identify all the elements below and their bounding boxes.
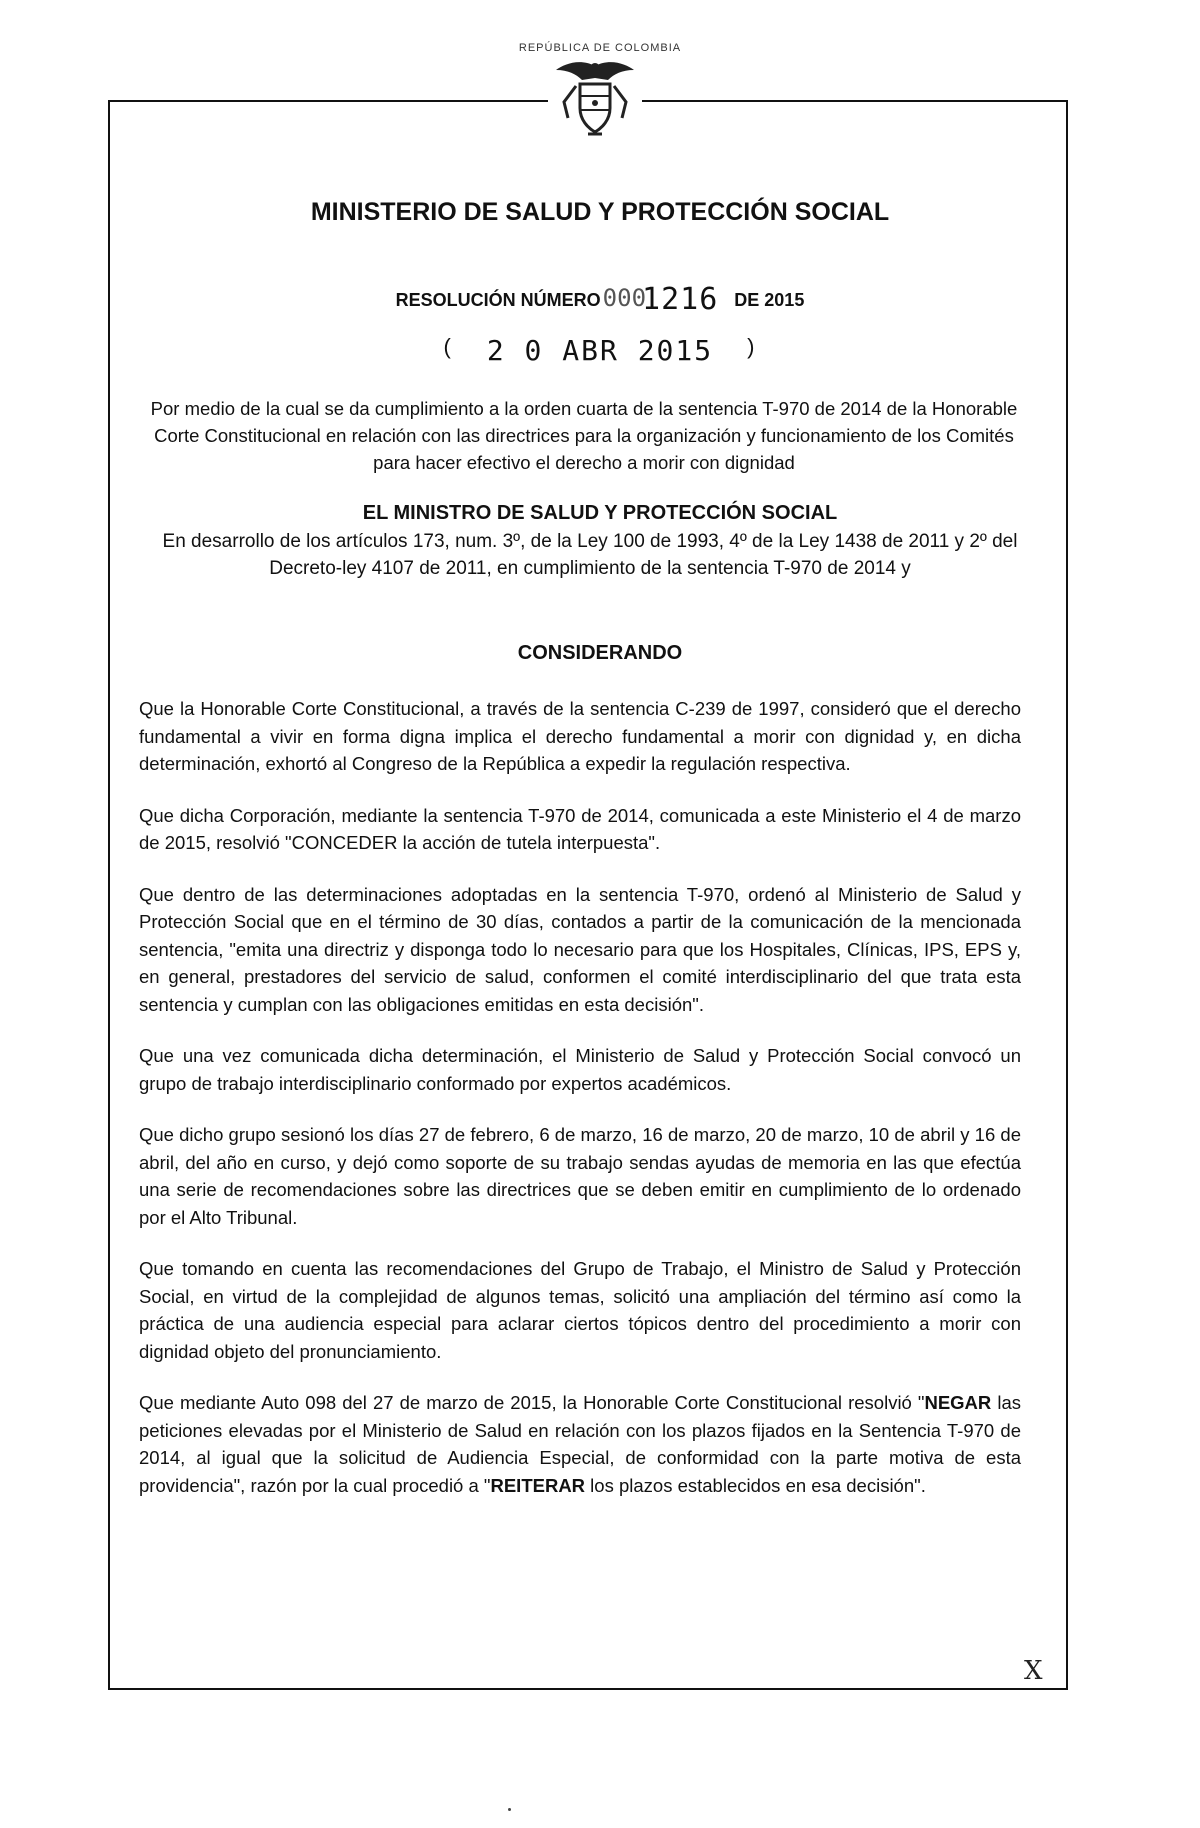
considerations-body [139, 695, 1021, 1523]
frame-top-left-rule [108, 100, 548, 102]
resolution-year: DE 2015 [734, 290, 805, 310]
scan-dot [508, 1808, 511, 1811]
paragraph-7-bold-negar: NEGAR [924, 1392, 992, 1413]
page-continuation-mark: X [1024, 1656, 1043, 1686]
minister-heading: EL MINISTRO DE SALUD Y PROTECCIÓN SOCIAL [362, 502, 838, 524]
paragraph-7-part-a: Que mediante Auto 098 del 27 de marzo de 2015, la Honorable Corte Constitucional resolvió " [139, 1392, 925, 1413]
paragraph-7-bold-reiterar: REITERAR [490, 1474, 586, 1496]
paragraph-3: Que dentro de las determinaciones adoptadas en la sentencia T-970, ordenó al Ministerio de Salud y Protección Social que en el término de 30 días, contados a partir de la comunicación de la mencionada sentencia, "emita una directriz y disponga todo lo necesario para que los Hospitales, Clínicas, IPS, EPS y, en general, prestadores del servicio de salud, conformen el comité interdisciplinario del que trata esta sentencia y cumplan con las obligaciones emitidas en esta decisión". [139, 883, 1021, 1015]
paragraph-4: Que una vez comunicada dicha determinación, el Ministerio de Salud y Protección Social convocó un grupo de trabajo interdisciplinario conformado por expertos académicos. [139, 1045, 1021, 1094]
resolution-number: 1216 [642, 282, 719, 317]
paragraph-6: Que tomando en cuenta las recomendaciones del Grupo de Trabajo, el Ministro de Salud y Protección Social, en virtud de la complejidad de algunos temas, solicitó una ampliación del término así como la práctica de una audiencia especial para aclarar ciertos tópicos dentro del procedimiento a morir con dignidad objeto del pronunciamiento. [139, 1258, 1021, 1362]
paragraph-5: Que dicho grupo sesionó los días 27 de febrero, 6 de marzo, 16 de marzo, 20 de marzo, 10 de abril y 16 de abril, del año en curso, y dejó como soporte de su trabajo sendas ayudas de memoria en las que efectúa una serie de recomendaciones sobre las directrices que se deben emitir en cumplimiento de lo ordenado por el Alto Tribunal. [139, 1124, 1021, 1228]
resolution-stamp-prefix: 000 [602, 284, 647, 312]
resolution-date [0, 334, 1200, 367]
paragraph-7-part-c: los plazos establecidos en esa decisión". [585, 1474, 926, 1496]
ministry-title: MINISTERIO DE SALUD Y PROTECCIÓN SOCIAL [310, 198, 890, 226]
date-stamp: 2 0 ABR 2015 [486, 334, 714, 367]
resolution-label: RESOLUCIÓN NÚMERO [395, 290, 601, 310]
paragraph-2: Que dicha Corporación, mediante la sentencia T-970 de 2014, comunicada a este Ministerio el 4 de marzo de 2015, resolvió "CONCEDER la acción de tutela interpuesta". [139, 804, 1021, 853]
paragraph-1: Que la Honorable Corte Constitucional, a través de la sentencia C-239 de 1997, consideró que el derecho fundamental a vivir en forma digna implica el derecho fundamental a morir con dignidad y, en dicha determinación, exhortó al Congreso de la República a expedir la regulación respectiva. [139, 698, 1021, 774]
country-header: REPÚBLICA DE COLOMBIA [518, 42, 682, 54]
considerando-heading: CONSIDERANDO [517, 642, 683, 664]
paragraph-7 [139, 1389, 1021, 1499]
date-close-paren: ) [747, 334, 757, 359]
date-open-paren: ( [443, 334, 453, 359]
legal-powers: En desarrollo de los artículos 173, num. 3º, de la Ley 100 de 1993, 4º de la Ley 1438 de 2011 y 2º del Decreto-ley 4107 de 2011, en cumplimiento de la sentencia T-970 de 2014 y [162, 531, 1018, 579]
paragraph-7-part-b: las peticiones elevadas por el Ministerio de Salud en relación con los plazos fijados en la Sentencia T-970 de 2014, al igual que la solicitud de Audiencia Especial, de conformidad con la parte motiva de esta providencia", razón por la cual procedió a " [139, 1392, 1021, 1496]
resolution-number-line [0, 282, 1200, 317]
resolution-summary: Por medio de la cual se da cumplimiento a la orden cuarta de la sentencia T-970 de 2014 de la Honorable Corte Constitucional en relación con las directrices para la organización y funcionamiento de los Comités para hacer efectivo el derecho a morir con dignidad [150, 398, 1018, 473]
frame-top-right-rule [642, 100, 1066, 102]
